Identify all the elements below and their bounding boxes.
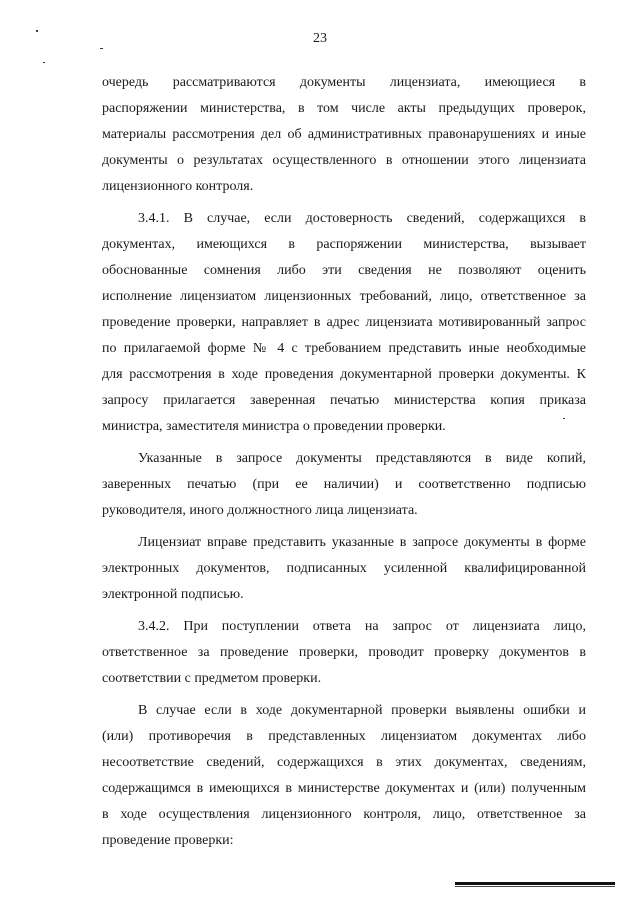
text-line: распоряжении министерства, в том числе акты предыдущих проверок, [102, 101, 586, 116]
scan-speck [43, 62, 45, 63]
text-line: содержащимся в имеющихся в министерстве документах и (или) полученным [102, 781, 586, 796]
text-line: исполнение лицензиатом лицензионных требований, лицо, ответственное за [102, 289, 586, 304]
text-line: 3.4.2. При поступлении ответа на запрос от лицензиата лицо, [138, 619, 586, 634]
text-line: руководителя, иного должностного лица лицензиата. [102, 503, 418, 518]
text-line: соответствии с предметом проверки. [102, 671, 322, 686]
text-line: по прилагаемой форме № 4 с требованием представить иные необходимые [102, 341, 586, 356]
paragraph [102, 206, 586, 440]
paragraph [102, 698, 586, 854]
text-line: несоответствие сведений, содержащихся в этих документах, сведениям, [102, 755, 586, 770]
text-line: запросу прилагается заверенная печатью министерства копия приказа [102, 393, 586, 408]
text-line: проведение проверки: [102, 833, 234, 848]
text-line: лицензионного контроля. [102, 179, 254, 194]
text-line: ответственное за проведение проверки, проводит проверку документов в [102, 645, 586, 660]
text-line: документах, имеющихся в распоряжении министерства, вызывает [102, 237, 586, 252]
text-line: министра, заместителя министра о проведении проверки. [102, 419, 446, 434]
text-line: электронной подписью. [102, 587, 244, 602]
paragraph [102, 70, 586, 200]
text-line: Указанные в запросе документы представляются в виде копий, [138, 451, 586, 466]
text-line: (или) противоречия в представленных лицензиатом документах либо [102, 729, 586, 744]
text-line: в ходе осуществления лицензионного контроля, лицо, ответственное за [102, 807, 586, 822]
page-number: 23 [313, 31, 327, 46]
text-line: заверенных печатью (при ее наличии) и соответственно подписью [102, 477, 586, 492]
footer-rule [455, 882, 615, 885]
text-line: обоснованные сомнения либо эти сведения не позволяют оценить [102, 263, 586, 278]
text-line: электронных документов, подписанных усиленной квалифицированной [102, 561, 586, 576]
text-line: для рассмотрения в ходе проведения документарной проверки документы. К [102, 367, 586, 382]
paragraph [102, 614, 586, 692]
paragraph [102, 530, 586, 608]
text-line: очередь рассматриваются документы лицензиата, имеющиеся в [102, 75, 586, 90]
text-line: документы о результатах осуществленного в отношении этого лицензиата [102, 153, 586, 168]
text-line: материалы рассмотрения дел об административных правонарушениях и иные [102, 127, 586, 142]
footer-rule-thin [455, 886, 615, 887]
text-line: проведение проверки, направляет в адрес лицензиата мотивированный запрос [102, 315, 586, 330]
scan-speck [36, 30, 38, 32]
scan-speck [100, 48, 103, 49]
text-line: В случае если в ходе документарной проверки выявлены ошибки и [138, 703, 586, 718]
paragraph [102, 446, 586, 524]
text-line: 3.4.1. В случае, если достоверность сведений, содержащихся в [138, 211, 586, 226]
document-body [102, 70, 586, 854]
text-line: Лицензиат вправе представить указанные в запросе документы в форме [138, 535, 586, 550]
